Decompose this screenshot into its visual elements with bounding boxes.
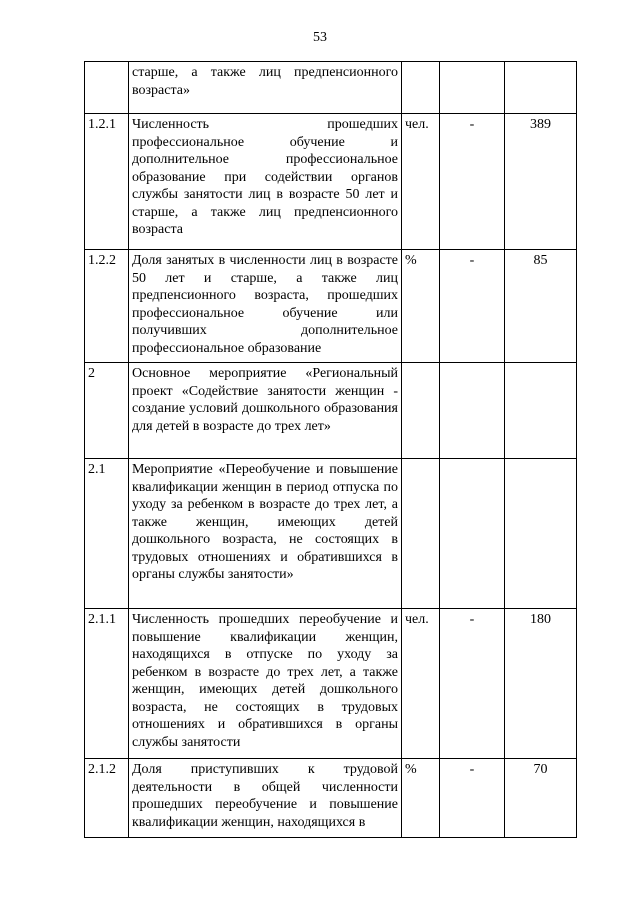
base-value-cell [440,459,505,609]
table-row [85,250,577,363]
target-value-cell: 180 [505,609,577,759]
row-number: 1.2.1 [85,114,129,250]
indicator-name: Численность прошедших переобучение и повышение квалификации женщин, находящихся в отпуске по уходу за ребенком в возрасте до трех лет, а также женщин, имеющих детей дошкольного возраста, не состоящих в трудовых отношениях и обратившихся в органы службы занятости [129,609,402,759]
row-number [85,62,129,114]
row-number: 2.1 [85,459,129,609]
unit-cell: % [402,250,440,363]
indicator-name: старше, а также лиц предпенсионного возраста» [129,62,402,114]
indicator-name: Доля приступивших к трудовой деятельности в общей численности прошедших переобучение и повышение квалификации женщин, находящихся в [129,759,402,838]
base-value-cell [440,62,505,114]
base-value-cell: - [440,759,505,838]
target-value-cell [505,62,577,114]
base-value-cell [440,363,505,459]
target-value-cell [505,363,577,459]
row-number: 2.1.2 [85,759,129,838]
row-number: 2.1.1 [85,609,129,759]
base-value-cell: - [440,250,505,363]
unit-cell: чел. [402,609,440,759]
row-number: 1.2.2 [85,250,129,363]
indicator-name: Мероприятие «Переобучение и повышение квалификации женщин в период отпуска по уходу за ребенком в возрасте до трех лет, а также женщин, имеющих детей дошкольного возраста, не состоящих в трудовых отношениях и обратившихся в органы службы занятости» [129,459,402,609]
table-row [85,363,577,459]
target-value-cell: 70 [505,759,577,838]
indicator-name: Численность прошедших профессиональное обучение и дополнительное профессиональное образование при содействии органов службы занятости лиц в возрасте 50 лет и старше, а также лиц предпенсионного возраста [129,114,402,250]
table-row [85,759,577,838]
unit-cell [402,62,440,114]
target-value-cell: 85 [505,250,577,363]
base-value-cell: - [440,609,505,759]
table-row [85,609,577,759]
unit-cell: % [402,759,440,838]
indicator-table [84,61,577,838]
table-row [85,459,577,609]
table-row [85,114,577,250]
target-value-cell [505,459,577,609]
unit-cell [402,363,440,459]
row-number: 2 [85,363,129,459]
table-row [85,62,577,114]
base-value-cell: - [440,114,505,250]
target-value-cell: 389 [505,114,577,250]
indicator-name: Основное мероприятие «Региональный проект «Содействие занятости женщин - создание условий дошкольного образования для детей в возрасте до трех лет» [129,363,402,459]
unit-cell [402,459,440,609]
indicator-name: Доля занятых в численности лиц в возрасте 50 лет и старше, а также лиц предпенсионного возраста, прошедших профессиональное обучение или получивших дополнительное профессиональное образование [129,250,402,363]
page-number: 53 [313,30,327,45]
unit-cell: чел. [402,114,440,250]
